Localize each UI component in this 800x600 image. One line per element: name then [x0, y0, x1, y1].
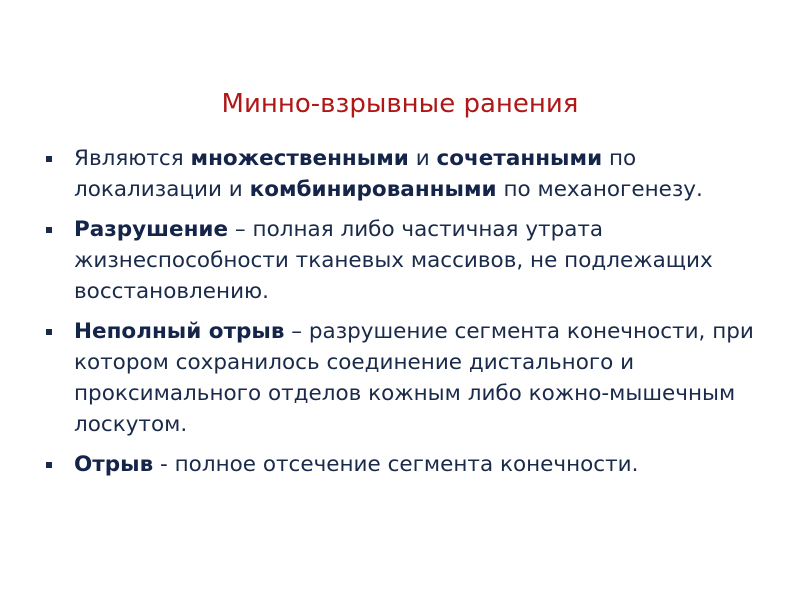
text-run-bold: сочетанными [436, 146, 603, 171]
bullet-item [46, 143, 776, 205]
text-run: и [408, 146, 437, 171]
bullet-item [46, 214, 776, 307]
bullet-item [46, 449, 776, 480]
text-run: по механогенезу. [496, 177, 703, 202]
bullet-square-icon [46, 462, 52, 468]
text-run: – полная либо частичная утрата жизнеспособности тканевых массивов, не подлежащих восстановлению. [74, 217, 713, 304]
text-run-bold: множественными [190, 146, 409, 171]
text-run-bold: Разрушение [74, 217, 229, 242]
bullet-list [46, 143, 776, 489]
slide-title: Минно-взрывные ранения [221, 89, 579, 119]
text-run-bold: Отрыв [74, 452, 154, 477]
bullet-square-icon [46, 227, 52, 233]
bullet-text [74, 319, 754, 437]
text-run: - полное отсечение сегмента конечности. [153, 452, 639, 477]
bullet-square-icon [46, 329, 52, 335]
bullet-item [46, 316, 776, 440]
bullet-square-icon [46, 156, 52, 162]
text-run: по локализации и [74, 146, 637, 202]
bullet-text [74, 217, 713, 304]
text-run-bold: Неполный отрыв [74, 319, 285, 344]
text-run: – разрушение сегмента конечности, при котором сохранилось соединение дистального и проксимального отделов кожным либо кожно-мышечным лоскутом. [74, 319, 754, 437]
bullet-text [74, 452, 638, 477]
text-run: Являются [74, 146, 191, 171]
text-run-bold: комбинированными [249, 177, 497, 202]
bullet-text [74, 146, 703, 202]
